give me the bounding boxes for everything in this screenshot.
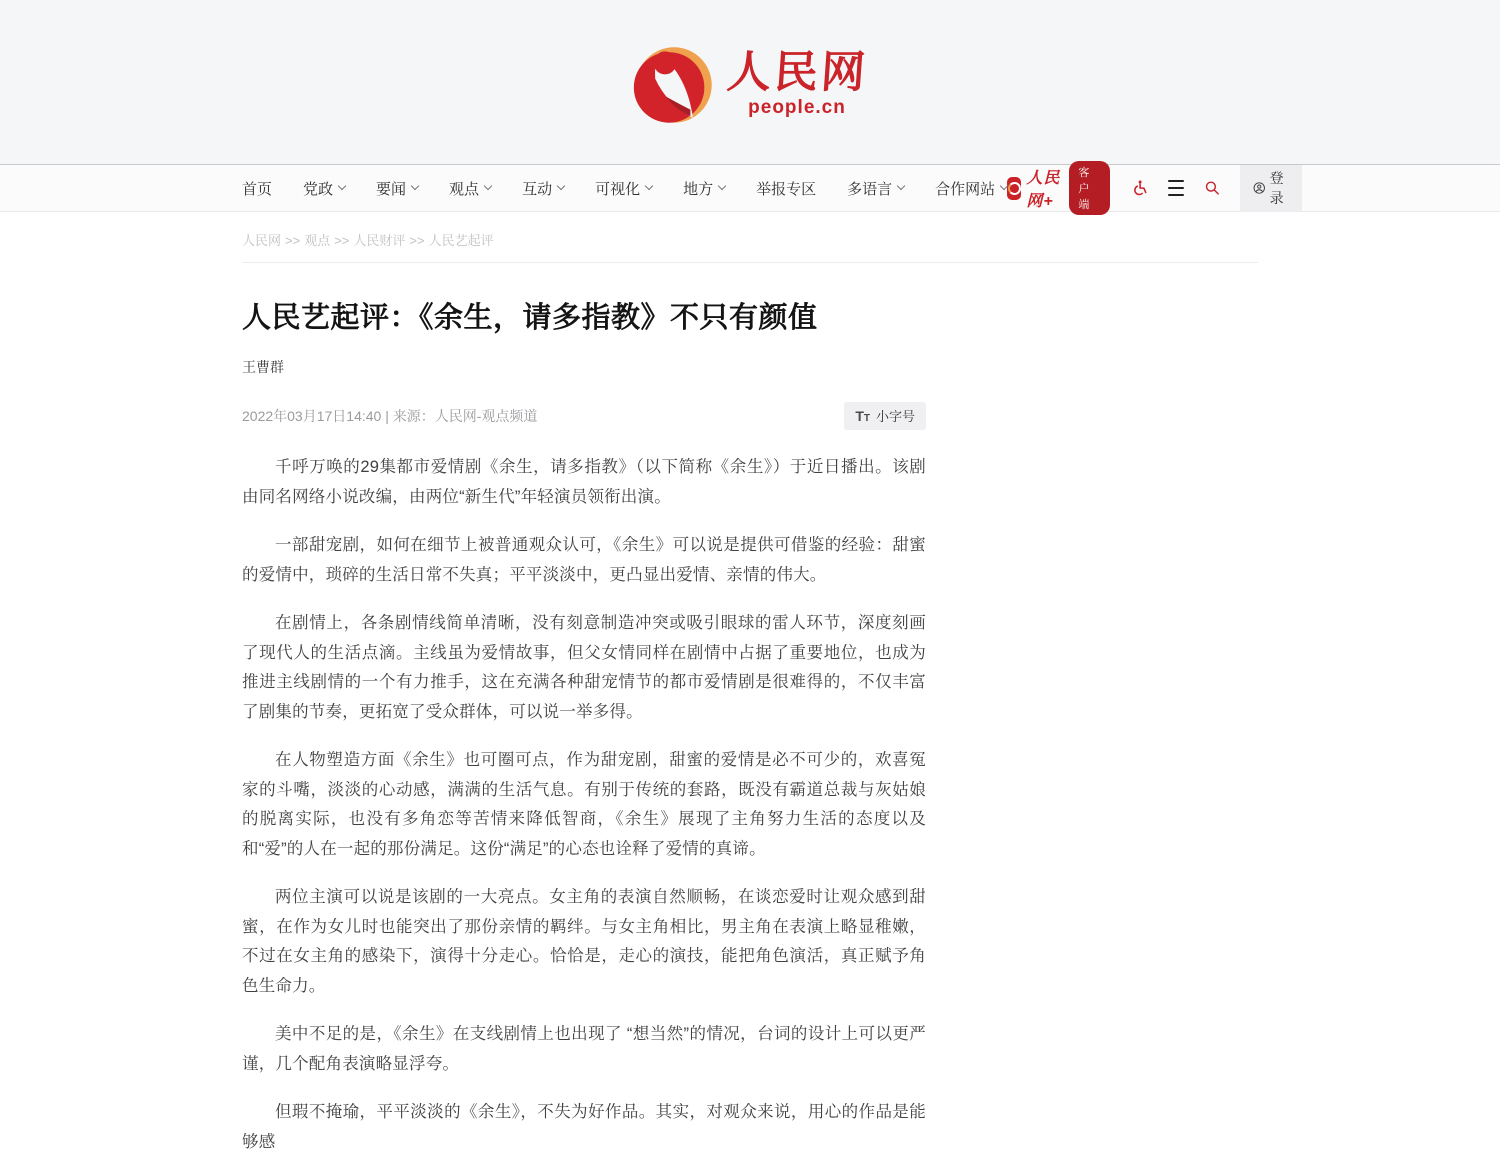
chevron-down-icon xyxy=(411,182,419,190)
nav-item-label: 合作网站 xyxy=(935,180,996,198)
login-button[interactable] xyxy=(1240,165,1302,212)
article-meta xyxy=(242,406,537,426)
app-badge-brand: 人民网+ xyxy=(1026,170,1061,210)
nav-item-label: 党政 xyxy=(303,180,334,198)
breadcrumb-separator: >> xyxy=(285,233,301,248)
font-size-icon: TT xyxy=(855,408,870,425)
chevron-down-icon xyxy=(645,182,653,190)
logo-text xyxy=(724,48,870,119)
nav-right-cluster xyxy=(1007,165,1302,211)
font-size-label: 小字号 xyxy=(875,409,915,425)
article-author: 王曹群 xyxy=(242,359,284,376)
nav-item-label: 举报专区 xyxy=(756,180,817,198)
nav-item-label: 观点 xyxy=(449,180,480,198)
nav-item-multilingual[interactable] xyxy=(847,178,904,199)
source-prefix: 来源： xyxy=(392,408,435,425)
nav-item-label: 地方 xyxy=(683,180,714,198)
article-source[interactable]: 人民网-观点频道 xyxy=(434,408,538,425)
breadcrumb-separator: >> xyxy=(334,233,350,248)
people-cn-globe-icon xyxy=(633,44,715,126)
nav-items xyxy=(242,178,1007,199)
breadcrumb-item[interactable]: 人民艺起评 xyxy=(428,233,494,248)
article xyxy=(242,300,926,1157)
nav-item-visualization[interactable] xyxy=(595,178,652,199)
main-navbar xyxy=(0,165,1500,212)
article-body xyxy=(242,453,926,1157)
chevron-down-icon xyxy=(557,182,565,190)
chevron-down-icon xyxy=(338,182,346,190)
app-badge-tag: 客户端 xyxy=(1069,161,1109,215)
chevron-down-icon xyxy=(484,182,492,190)
breadcrumb-item[interactable]: 人民网 xyxy=(242,233,282,248)
nav-item-local[interactable] xyxy=(683,178,725,199)
site-header xyxy=(0,0,1500,165)
article-paragraph: 两位主演可以说是该剧的一大亮点。女主角的表演自然顺畅，在谈恋爱时让观众感到甜蜜，在作为女儿时也能突出了那份亲情的羁绊。与女主角相比，男主角在表演上略显稚嫩，不过在女主角的感染下，演得十分走心。恰恰是，走心的演技，能把角色演活，真正赋予角色生命力。 xyxy=(242,888,926,995)
article-meta-row xyxy=(242,402,926,430)
article-paragraph: 在人物塑造方面《余生》也可圈可点，作为甜宠剧，甜蜜的爱情是必不可少的，欢喜冤家的斗嘴，淡淡的心动感，满满的生活气息。有别于传统的套路，既没有霸道总裁与灰姑娘的脱离实际，也没有多角恋等苦情来降低智商，《余生》展现了主角努力生活的态度以及和“爱”的人在一起的那份满足。这份“满足”的心态也诠释了爱情的真谛。 xyxy=(242,751,926,858)
breadcrumb-divider xyxy=(242,262,1258,263)
menu-hamburger-icon[interactable] xyxy=(1168,178,1183,199)
nav-item-news[interactable] xyxy=(376,178,418,199)
font-size-button[interactable] xyxy=(844,402,926,430)
nav-item-label: 可视化 xyxy=(595,180,641,198)
chevron-down-icon xyxy=(718,182,726,190)
article-paragraph: 在剧情上，各条剧情线简单清晰，没有刻意制造冲突或吸引眼球的雷人环节，深度刻画了现代人的生活点滴。主线虽为爱情故事，但父女情同样在剧情中占据了重要地位，也成为推进主线剧情的一个有力推手，这在充满各种甜宠情节的都市爱情剧是很难得的，不仅丰富了剧集的节奏，更拓宽了受众群体，可以说一举多得。 xyxy=(242,614,926,721)
article-paragraph: 但瑕不掩瑜，平平淡淡的《余生》，不失为好作品。其实，对观众来说，用心的作品是能够感 xyxy=(242,1103,926,1151)
nav-item-home[interactable] xyxy=(242,178,272,199)
breadcrumb-item[interactable]: 人民财评 xyxy=(353,233,406,248)
nav-item-opinion[interactable] xyxy=(449,178,491,199)
nav-item-party[interactable] xyxy=(303,178,345,199)
article-paragraph: 美中不足的是，《余生》在支线剧情上也出现了 “想当然”的情况，台词的设计上可以更严谨，几个配角表演略显浮夸。 xyxy=(242,1025,926,1073)
article-paragraph: 一部甜宠剧，如何在细节上被普通观众认可，《余生》可以说是提供可借鉴的经验：甜蜜的爱情中，琐碎的生活日常不失真；平平淡淡中，更凸显出爱情、亲情的伟大。 xyxy=(242,536,926,584)
nav-item-label: 要闻 xyxy=(376,180,407,198)
nav-item-label: 多语言 xyxy=(847,180,893,198)
user-icon xyxy=(1253,179,1266,197)
app-download-badge[interactable] xyxy=(1007,161,1110,215)
nav-item-report[interactable] xyxy=(756,178,816,199)
breadcrumb xyxy=(242,230,1500,249)
accessibility-wheelchair-icon[interactable] xyxy=(1130,175,1149,202)
breadcrumb-separator: >> xyxy=(409,233,425,248)
meta-separator: | xyxy=(385,408,389,425)
article-title: 人民艺起评：《余生，请多指教》不只有颜值 xyxy=(242,302,818,334)
nav-item-label: 互动 xyxy=(522,180,553,198)
nav-item-label: 首页 xyxy=(242,180,273,198)
logo-cn: 人民网 xyxy=(724,48,870,97)
article-paragraph: 千呼万唤的29集都市爱情剧《余生，请多指教》（以下简称《余生》）于近日播出。该剧由同名网络小说改编，由两位“新生代”年轻演员领衔出演。 xyxy=(242,458,926,506)
nav-item-partners[interactable] xyxy=(935,178,1007,199)
site-logo[interactable] xyxy=(633,44,868,126)
login-label: 登录 xyxy=(1269,170,1284,206)
nav-item-interaction[interactable] xyxy=(522,178,564,199)
chevron-down-icon xyxy=(897,182,905,190)
article-date: 2022年03月17日14:40 xyxy=(242,408,382,425)
search-icon[interactable] xyxy=(1204,176,1221,200)
breadcrumb-item[interactable]: 观点 xyxy=(304,233,331,248)
people-plus-app-icon xyxy=(1007,177,1021,200)
logo-en: people.cn xyxy=(748,97,846,118)
